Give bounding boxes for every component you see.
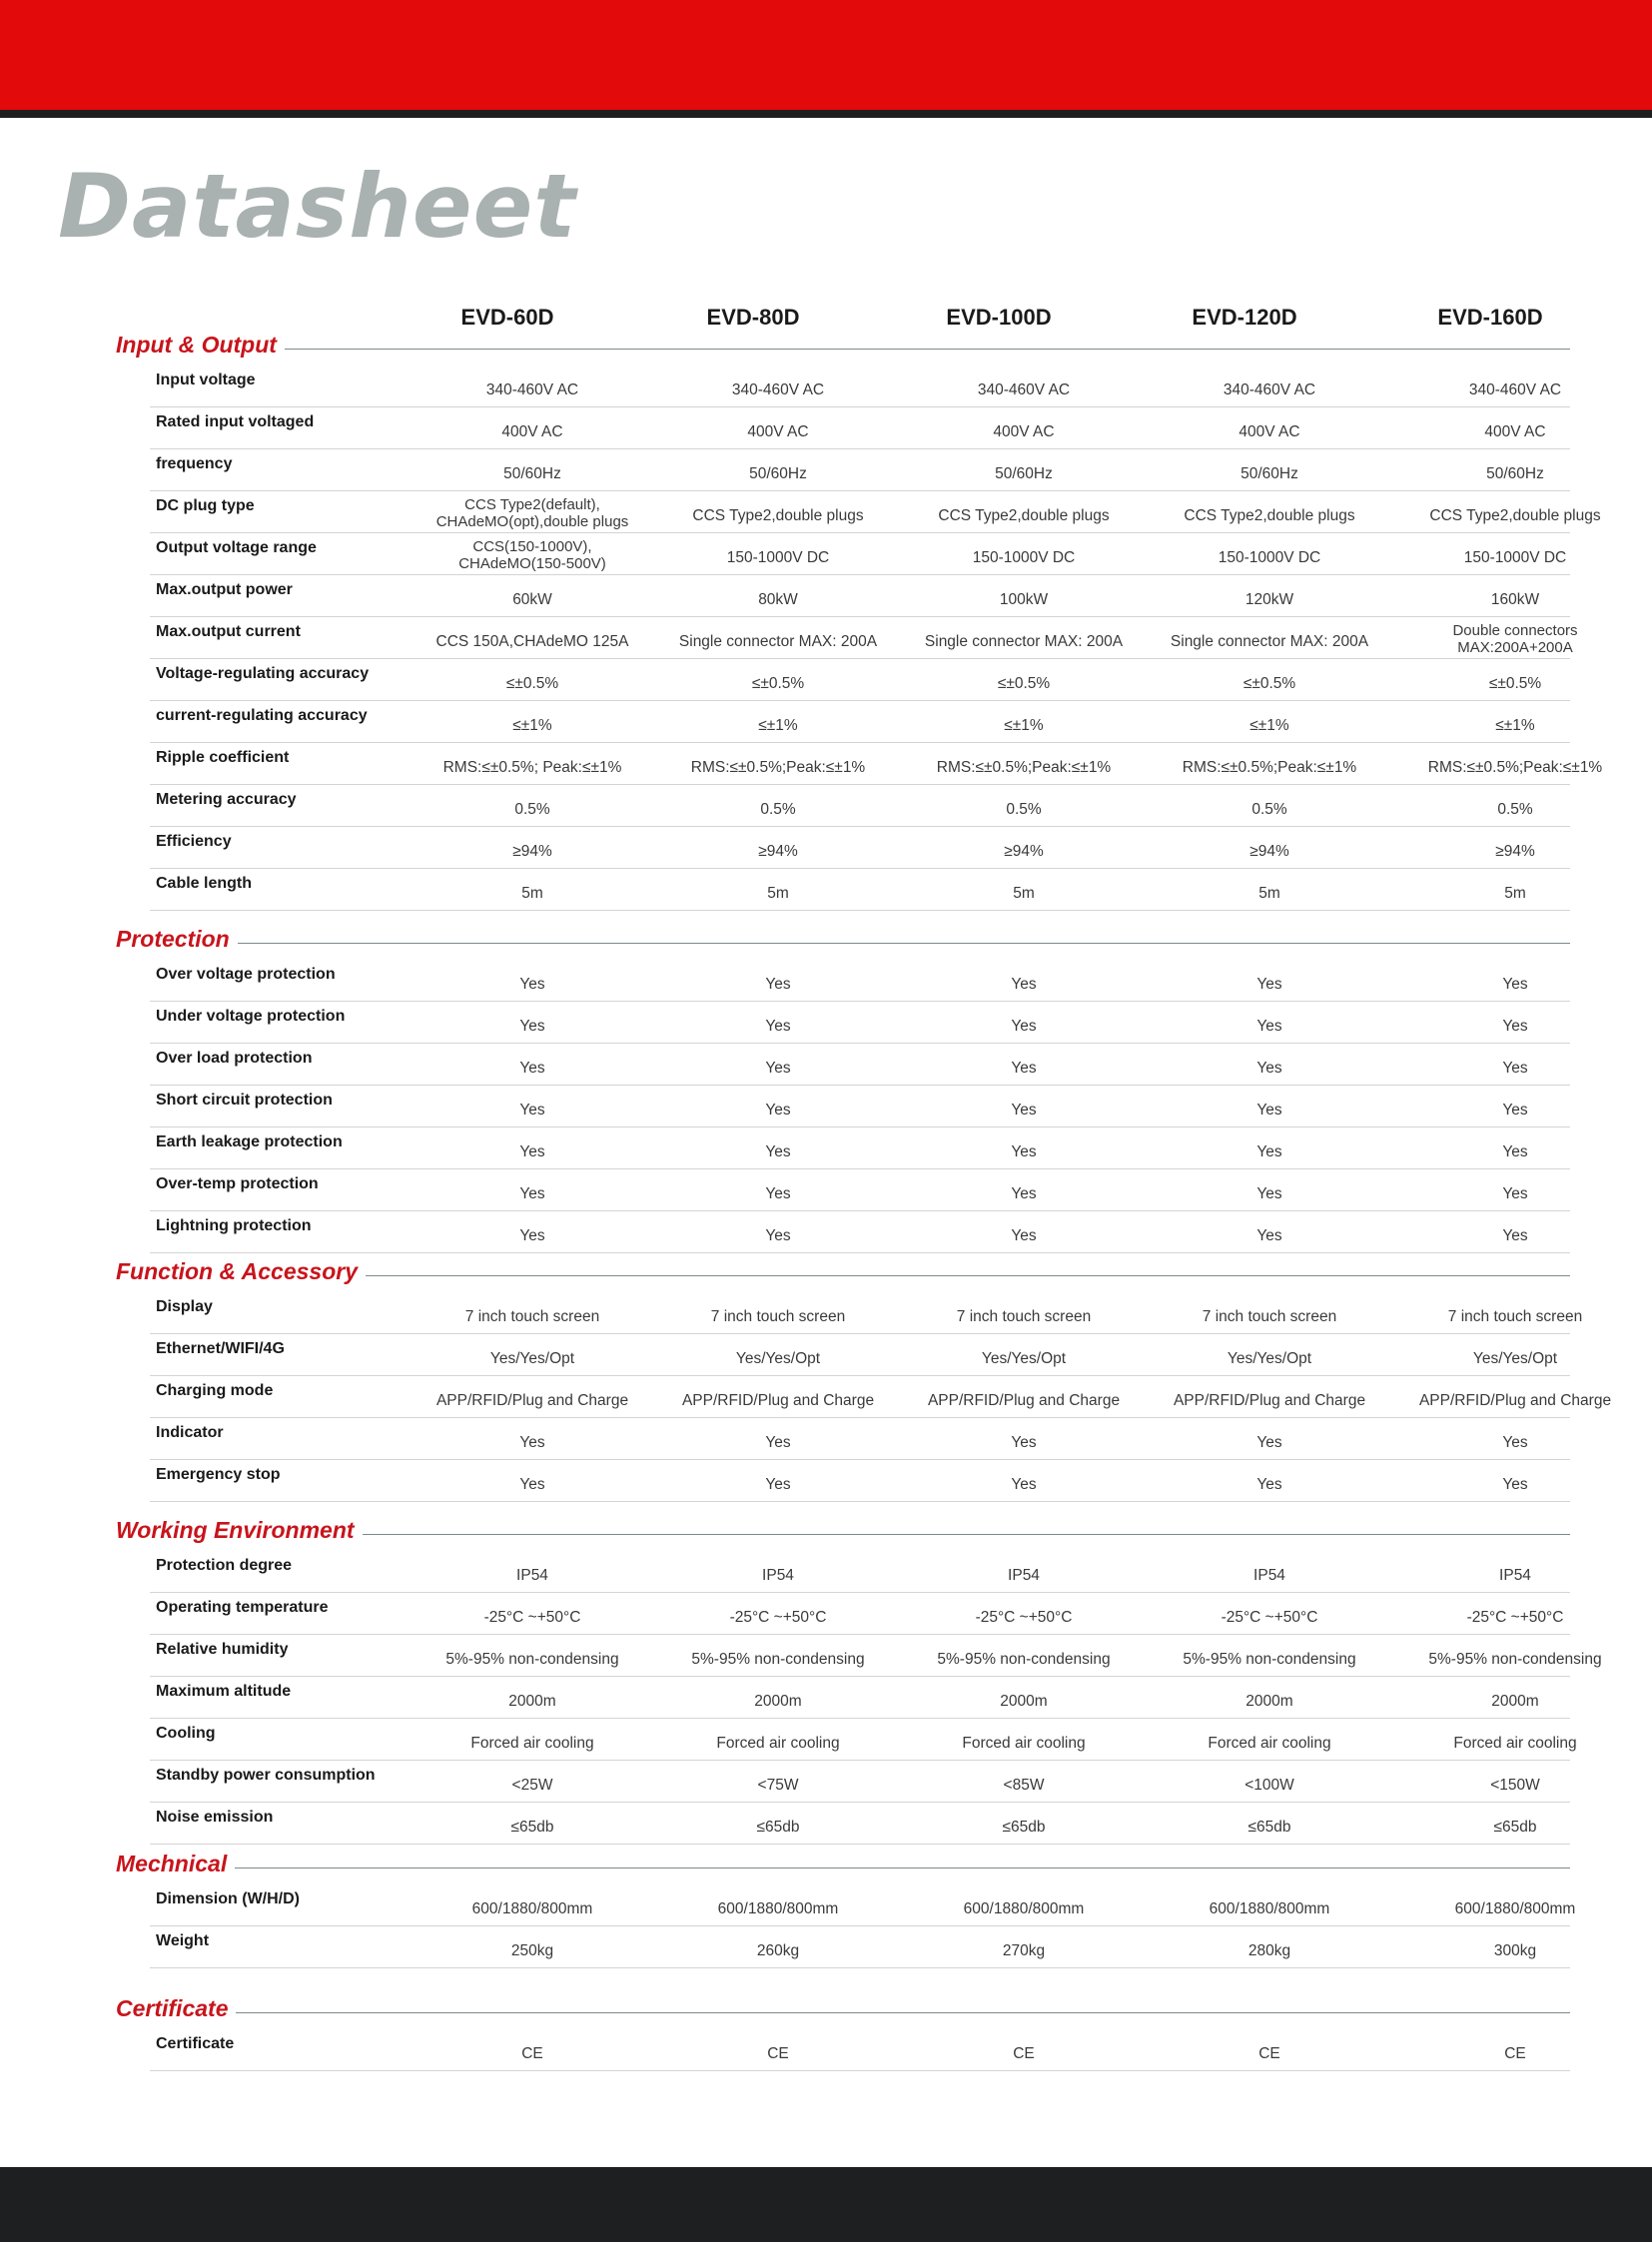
cell-value: 150-1000V DC — [1463, 549, 1567, 566]
row-label: DC plug type — [156, 497, 255, 514]
table-row — [150, 1211, 1570, 1253]
row-label: Dimension (W/H/D) — [156, 1890, 300, 1907]
cell-value: Yes/Yes/Opt — [981, 1350, 1067, 1367]
section — [0, 332, 1652, 911]
cell-value: Yes — [1011, 1476, 1037, 1493]
cell-value: CE — [1013, 2045, 1035, 2062]
cell-value: Yes — [1502, 1185, 1528, 1202]
cell-value: Yes — [1502, 976, 1528, 993]
cell-value: 50/60Hz — [995, 465, 1053, 482]
section-header — [0, 1995, 1652, 2029]
table-row — [150, 366, 1570, 407]
cell-value: Double connectors MAX:200A+200A — [1452, 621, 1578, 656]
cell-value: 0.5% — [1251, 801, 1287, 818]
model-header: EVD-100D — [946, 305, 1052, 330]
cell-value: 400V AC — [501, 423, 563, 440]
cell-value: 50/60Hz — [1240, 465, 1298, 482]
cell-value: Yes — [765, 1185, 791, 1202]
cell-value: 0.5% — [1006, 801, 1042, 818]
model-header: EVD-60D — [460, 305, 554, 330]
cell-value: 400V AC — [1239, 423, 1300, 440]
model-header: EVD-80D — [706, 305, 800, 330]
table-row — [150, 1086, 1570, 1127]
cell-value: ≤65db — [1493, 1819, 1537, 1836]
cell-value: 400V AC — [747, 423, 809, 440]
cell-value: 7 inch touch screen — [1447, 1308, 1583, 1325]
table-row — [150, 575, 1570, 617]
row-label: Relative humidity — [156, 1641, 289, 1658]
cell-value: 600/1880/800mm — [963, 1900, 1085, 1917]
cell-value: <100W — [1244, 1777, 1294, 1794]
cell-value: Yes — [1011, 1102, 1037, 1119]
cell-value: IP54 — [516, 1567, 548, 1584]
cell-value: Yes — [519, 1185, 545, 1202]
cell-value: 340-460V AC — [1468, 381, 1562, 398]
cell-value: Yes — [765, 1434, 791, 1451]
row-label: Cooling — [156, 1725, 216, 1742]
row-label: Weight — [156, 1932, 210, 1949]
model-header: EVD-120D — [1192, 305, 1297, 330]
cell-value: 340-460V AC — [485, 381, 579, 398]
cell-value: 270kg — [1002, 1942, 1046, 1959]
section — [0, 1517, 1652, 1845]
cell-value: 340-460V AC — [1223, 381, 1316, 398]
table-row — [150, 1884, 1576, 1926]
cell-value: 80kW — [758, 591, 798, 608]
cell-value: 5m — [521, 885, 543, 902]
cell-value: APP/RFID/Plug and Charge — [681, 1392, 875, 1409]
cell-value: APP/RFID/Plug and Charge — [927, 1392, 1121, 1409]
table-row — [150, 1334, 1570, 1376]
cell-value: CCS Type2,double plugs — [938, 507, 1110, 524]
table-row — [150, 743, 1603, 785]
cell-value: Yes — [765, 1102, 791, 1119]
cell-value: Yes — [1502, 1476, 1528, 1493]
cell-value: Yes/Yes/Opt — [489, 1350, 575, 1367]
cell-value: ≥94% — [1249, 843, 1289, 860]
cell-value: Yes — [519, 1060, 545, 1077]
cell-value: 400V AC — [1484, 423, 1546, 440]
table-row — [150, 785, 1570, 827]
table-row — [150, 1593, 1570, 1635]
row-label: Earth leakage protection — [156, 1133, 343, 1150]
cell-value: Yes — [1256, 1143, 1282, 1160]
cell-value: Yes — [1502, 1434, 1528, 1451]
cell-value: Yes — [765, 1060, 791, 1077]
cell-value: ≤65db — [1247, 1819, 1291, 1836]
cell-value: Yes — [1256, 1185, 1282, 1202]
cell-value: Forced air cooling — [716, 1735, 840, 1752]
cell-value: Yes — [765, 1476, 791, 1493]
cell-value: 7 inch touch screen — [956, 1308, 1092, 1325]
cell-value: Yes — [519, 1434, 545, 1451]
table-row — [150, 1635, 1602, 1677]
section-header — [0, 1517, 1652, 1551]
cell-value: Yes — [519, 1143, 545, 1160]
row-label: Max.output current — [156, 623, 301, 640]
row-label: Short circuit protection — [156, 1092, 333, 1109]
table-row — [150, 533, 1570, 575]
table-row — [150, 1551, 1570, 1593]
cell-value: ≤±1% — [1004, 717, 1044, 734]
cell-value: CCS(150-1000V), CHAdeMO(150-500V) — [458, 537, 606, 572]
row-label: Over-temp protection — [156, 1175, 319, 1192]
section-title: Input & Output — [116, 332, 285, 359]
cell-value: ≥94% — [758, 843, 798, 860]
cell-value: RMS:≤±0.5%;Peak:≤±1% — [1427, 759, 1603, 776]
table-row — [150, 1002, 1570, 1044]
cell-value: APP/RFID/Plug and Charge — [1173, 1392, 1366, 1409]
cell-value: Forced air cooling — [1453, 1735, 1577, 1752]
cell-value: -25°C ~+50°C — [975, 1609, 1073, 1626]
bottom-dark-band — [0, 2167, 1652, 2242]
row-label: Voltage-regulating accuracy — [156, 665, 370, 682]
cell-value: IP54 — [1499, 1567, 1531, 1584]
page-title: Datasheet — [58, 155, 577, 258]
cell-value: ≤±1% — [512, 717, 552, 734]
cell-value: ≤±0.5% — [1242, 675, 1296, 692]
row-label: Certificate — [156, 2035, 235, 2052]
cell-value: -25°C ~+50°C — [483, 1609, 581, 1626]
cell-value: -25°C ~+50°C — [729, 1609, 827, 1626]
cell-value: 7 inch touch screen — [464, 1308, 600, 1325]
cell-value: Yes — [1502, 1018, 1528, 1035]
section — [0, 1995, 1652, 2071]
cell-value: 150-1000V DC — [726, 549, 830, 566]
cell-value: 5m — [1504, 885, 1526, 902]
cell-value: 100kW — [999, 591, 1049, 608]
cell-value: 5m — [1258, 885, 1280, 902]
cell-value: 250kg — [510, 1942, 554, 1959]
cell-value: 50/60Hz — [503, 465, 561, 482]
row-label: Display — [156, 1298, 213, 1315]
table-row — [150, 1761, 1570, 1803]
cell-value: 340-460V AC — [731, 381, 825, 398]
cell-value: IP54 — [1253, 1567, 1285, 1584]
cell-value: Yes — [1256, 1018, 1282, 1035]
table-row — [150, 1044, 1570, 1086]
cell-value: Yes — [765, 1018, 791, 1035]
cell-value: RMS:≤±0.5%; Peak:≤±1% — [442, 759, 622, 776]
table-row — [150, 407, 1570, 449]
cell-value: APP/RFID/Plug and Charge — [1418, 1392, 1612, 1409]
cell-value: Yes — [1011, 1018, 1037, 1035]
row-label: Emergency stop — [156, 1466, 281, 1483]
cell-value: RMS:≤±0.5%;Peak:≤±1% — [1182, 759, 1357, 776]
cell-value: CCS Type2,double plugs — [1429, 507, 1601, 524]
cell-value: 340-460V AC — [977, 381, 1071, 398]
row-label: Ripple coefficient — [156, 749, 290, 766]
section-header — [0, 1851, 1652, 1884]
cell-value: <150W — [1490, 1777, 1540, 1794]
cell-value: ≥94% — [512, 843, 552, 860]
row-label: Over voltage protection — [156, 966, 336, 983]
cell-value: 7 inch touch screen — [710, 1308, 846, 1325]
cell-value: Yes — [1011, 1434, 1037, 1451]
cell-value: Yes — [519, 1102, 545, 1119]
cell-value: Yes — [519, 1227, 545, 1244]
cell-value: 50/60Hz — [1486, 465, 1544, 482]
cell-value: CCS Type2(default), CHAdeMO(opt),double plugs — [435, 495, 629, 530]
cell-value: 300kg — [1493, 1942, 1537, 1959]
cell-value: ≤65db — [510, 1819, 554, 1836]
cell-value: ≤65db — [1002, 1819, 1046, 1836]
cell-value: Yes — [765, 1227, 791, 1244]
table-row — [150, 827, 1570, 869]
cell-value: 5%-95% non-condensing — [445, 1651, 619, 1668]
cell-value: Forced air cooling — [1208, 1735, 1331, 1752]
section-title: Function & Accessory — [116, 1258, 366, 1285]
row-label: Noise emission — [156, 1809, 274, 1826]
row-label: Over load protection — [156, 1050, 313, 1067]
table-row — [150, 701, 1570, 743]
row-label: Charging mode — [156, 1382, 274, 1399]
cell-value: Yes — [519, 1018, 545, 1035]
cell-value: <85W — [1003, 1777, 1045, 1794]
cell-value: 400V AC — [993, 423, 1055, 440]
cell-value: 150-1000V DC — [1218, 549, 1321, 566]
section-divider — [116, 2012, 1570, 2013]
cell-value: 5%-95% non-condensing — [691, 1651, 865, 1668]
cell-value: 2000m — [754, 1693, 802, 1710]
cell-value: Yes — [519, 976, 545, 993]
row-label: Standby power consumption — [156, 1767, 376, 1784]
cell-value: Yes — [1256, 1102, 1282, 1119]
section-title: Certificate — [116, 1995, 236, 2022]
cell-value: 5%-95% non-condensing — [937, 1651, 1111, 1668]
cell-value: Yes/Yes/Opt — [1472, 1350, 1558, 1367]
cell-value: 600/1880/800mm — [717, 1900, 839, 1917]
cell-value: Yes — [1256, 1227, 1282, 1244]
cell-value: 50/60Hz — [749, 465, 807, 482]
cell-value: Single connector MAX: 200A — [678, 633, 878, 650]
row-label: Protection degree — [156, 1557, 293, 1574]
section-title: Working Environment — [116, 1517, 363, 1544]
cell-value: ≤±1% — [758, 717, 798, 734]
section-divider — [116, 943, 1570, 944]
cell-value: ≤±0.5% — [751, 675, 805, 692]
top-red-band — [0, 0, 1652, 110]
cell-value: 600/1880/800mm — [471, 1900, 593, 1917]
cell-value: 5m — [767, 885, 789, 902]
row-label: Indicator — [156, 1424, 224, 1441]
table-row — [150, 960, 1570, 1002]
cell-value: 0.5% — [1497, 801, 1533, 818]
top-dark-stripe — [0, 110, 1652, 118]
cell-value: Yes — [1502, 1143, 1528, 1160]
cell-value: Yes/Yes/Opt — [1227, 1350, 1312, 1367]
cell-value: Yes — [1502, 1102, 1528, 1119]
section-divider — [116, 349, 1570, 350]
table-row — [150, 1418, 1570, 1460]
cell-value: Yes — [1502, 1060, 1528, 1077]
cell-value: ≥94% — [1495, 843, 1535, 860]
cell-value: 0.5% — [760, 801, 796, 818]
row-label: Input voltage — [156, 372, 256, 388]
cell-value: 280kg — [1247, 1942, 1291, 1959]
row-label: Under voltage protection — [156, 1008, 346, 1025]
cell-value: 2000m — [508, 1693, 556, 1710]
section-title: Mechnical — [116, 1851, 235, 1877]
row-label: current-regulating accuracy — [156, 707, 368, 724]
cell-value: CE — [767, 2045, 789, 2062]
cell-value: ≤±1% — [1249, 717, 1289, 734]
cell-value: CE — [521, 2045, 543, 2062]
table-row — [150, 869, 1570, 911]
row-label: frequency — [156, 455, 233, 472]
cell-value: Yes/Yes/Opt — [735, 1350, 821, 1367]
table-row — [150, 1719, 1577, 1761]
table-row — [150, 617, 1578, 659]
table-row — [150, 1169, 1570, 1211]
cell-value: Yes — [765, 976, 791, 993]
cell-value: Yes — [1502, 1227, 1528, 1244]
cell-value: 60kW — [512, 591, 552, 608]
cell-value: Forced air cooling — [470, 1735, 594, 1752]
cell-value: Yes — [1256, 1060, 1282, 1077]
cell-value: ≤±0.5% — [997, 675, 1051, 692]
section-header — [0, 926, 1652, 960]
row-label: Output voltage range — [156, 539, 317, 556]
cell-value: -25°C ~+50°C — [1466, 1609, 1564, 1626]
row-label: Max.output power — [156, 581, 293, 598]
cell-value: Single connector MAX: 200A — [924, 633, 1124, 650]
cell-value: 120kW — [1244, 591, 1294, 608]
table-row — [150, 659, 1570, 701]
cell-value: 5%-95% non-condensing — [1183, 1651, 1356, 1668]
row-label: Rated input voltaged — [156, 413, 315, 430]
cell-value: 0.5% — [514, 801, 550, 818]
table-row — [150, 1460, 1570, 1502]
table-row — [150, 1677, 1570, 1719]
row-label: Operating temperature — [156, 1599, 329, 1616]
cell-value: CCS Type2,double plugs — [692, 507, 864, 524]
table-row — [150, 1926, 1570, 1968]
model-header: EVD-160D — [1437, 305, 1543, 330]
cell-value: APP/RFID/Plug and Charge — [435, 1392, 629, 1409]
cell-value: 150-1000V DC — [972, 549, 1076, 566]
cell-value: <25W — [511, 1777, 553, 1794]
cell-value: -25°C ~+50°C — [1221, 1609, 1318, 1626]
cell-value: CE — [1504, 2045, 1526, 2062]
cell-value: Yes — [765, 1143, 791, 1160]
cell-value: 160kW — [1490, 591, 1540, 608]
cell-value: 2000m — [1491, 1693, 1539, 1710]
cell-value: Single connector MAX: 200A — [1170, 633, 1369, 650]
cell-value: 5%-95% non-condensing — [1428, 1651, 1602, 1668]
row-label: Efficiency — [156, 833, 232, 850]
section-header — [0, 1258, 1652, 1292]
table-row — [150, 2029, 1570, 2071]
section — [0, 1258, 1652, 1502]
cell-value: 600/1880/800mm — [1454, 1900, 1576, 1917]
section — [0, 926, 1652, 1253]
cell-value: ≤±0.5% — [505, 675, 559, 692]
cell-value: Forced air cooling — [962, 1735, 1086, 1752]
cell-value: 2000m — [1000, 1693, 1048, 1710]
cell-value: RMS:≤±0.5%;Peak:≤±1% — [690, 759, 866, 776]
cell-value: Yes — [1256, 1476, 1282, 1493]
cell-value: ≤±0.5% — [1488, 675, 1542, 692]
row-label: Metering accuracy — [156, 791, 297, 808]
cell-value: CCS Type2,double plugs — [1184, 507, 1355, 524]
cell-value: Yes — [519, 1476, 545, 1493]
table-row — [150, 1292, 1583, 1334]
section-title: Protection — [116, 926, 238, 953]
table-row — [150, 1803, 1570, 1845]
cell-value: 2000m — [1245, 1693, 1293, 1710]
cell-value: CE — [1258, 2045, 1280, 2062]
row-label: Maximum altitude — [156, 1683, 292, 1700]
cell-value: ≥94% — [1004, 843, 1044, 860]
cell-value: Yes — [1011, 1143, 1037, 1160]
table-row — [150, 1127, 1570, 1169]
cell-value: 600/1880/800mm — [1209, 1900, 1330, 1917]
cell-value: ≤±1% — [1495, 717, 1535, 734]
cell-value: CCS 150A,CHAdeMO 125A — [435, 633, 629, 650]
cell-value: Yes — [1011, 1227, 1037, 1244]
cell-value: Yes — [1256, 976, 1282, 993]
cell-value: <75W — [757, 1777, 799, 1794]
table-row — [150, 1376, 1612, 1418]
cell-value: 5m — [1013, 885, 1035, 902]
cell-value: 7 inch touch screen — [1202, 1308, 1337, 1325]
cell-value: Yes — [1011, 1060, 1037, 1077]
section-header — [0, 332, 1652, 366]
cell-value: Yes — [1256, 1434, 1282, 1451]
table-row — [150, 491, 1601, 533]
cell-value: RMS:≤±0.5%;Peak:≤±1% — [936, 759, 1112, 776]
row-label: Lightning protection — [156, 1217, 312, 1234]
cell-value: IP54 — [1008, 1567, 1040, 1584]
cell-value: Yes — [1011, 976, 1037, 993]
row-label: Cable length — [156, 875, 253, 892]
cell-value: ≤65db — [756, 1819, 800, 1836]
row-label: Ethernet/WIFI/4G — [156, 1340, 285, 1357]
cell-value: Yes — [1011, 1185, 1037, 1202]
cell-value: 260kg — [756, 1942, 800, 1959]
table-row — [150, 449, 1570, 491]
section — [0, 1851, 1652, 1968]
cell-value: IP54 — [762, 1567, 794, 1584]
